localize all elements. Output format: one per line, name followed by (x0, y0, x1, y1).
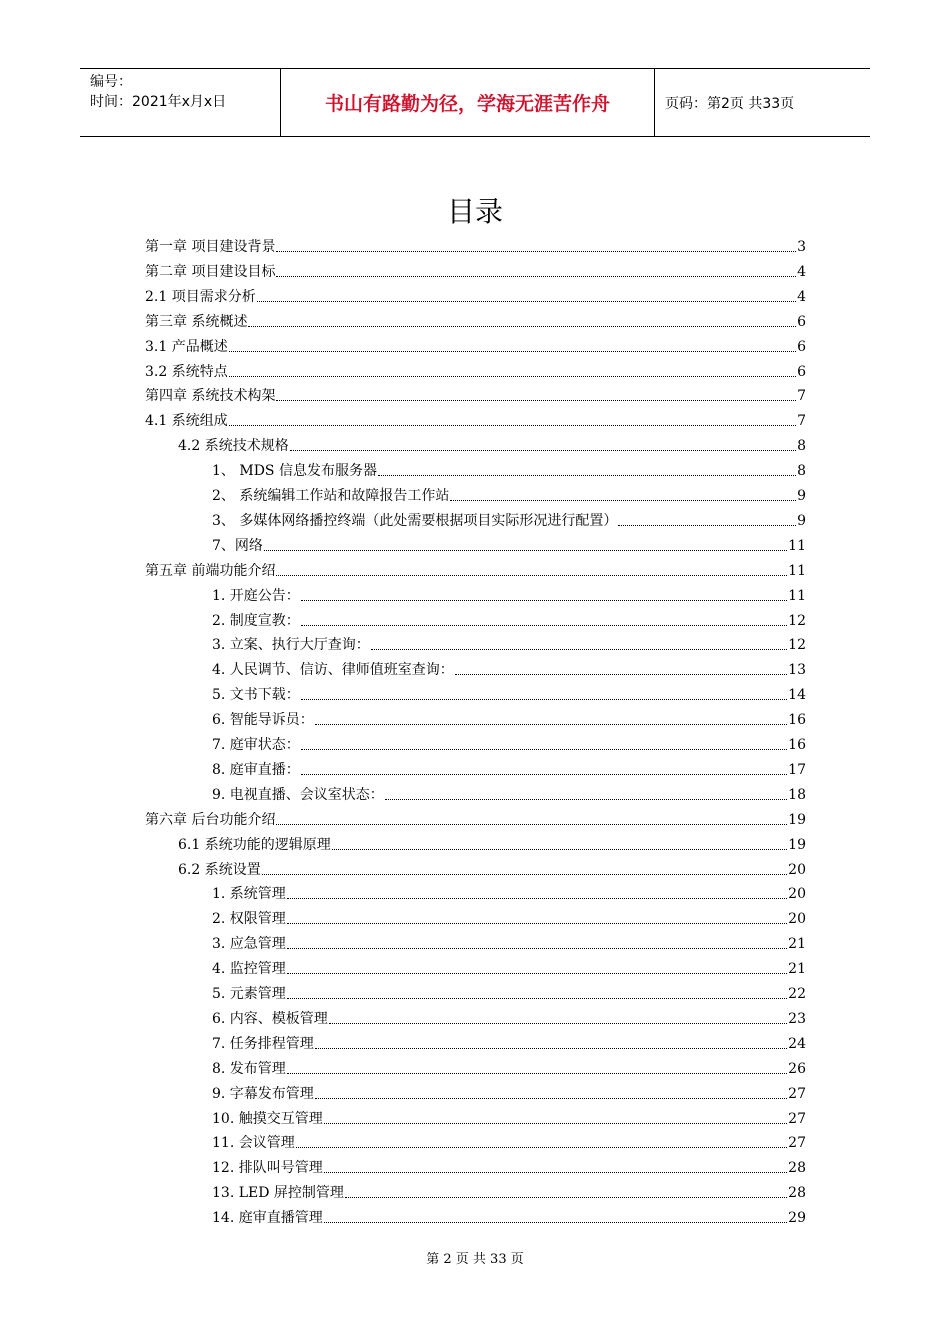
toc-entry-page: 27 (788, 1110, 806, 1127)
toc-entry[interactable] (212, 981, 806, 1003)
toc-entry-page: 28 (788, 1185, 806, 1202)
toc-leader-dots (378, 475, 796, 476)
toc-leader-dots (276, 276, 796, 277)
toc-entry-page: 11 (788, 537, 806, 554)
header-motto: 书山有路勤为径，学海无涯苦作舟 (281, 69, 655, 136)
toc-entry-page: 19 (788, 836, 806, 853)
toc-entry-page: 18 (788, 786, 806, 803)
toc-entry-page: 8 (797, 438, 806, 455)
toc-entry-page: 29 (788, 1210, 806, 1227)
toc-entry[interactable] (212, 458, 806, 480)
toc-entry-page: 6 (797, 363, 806, 380)
toc-entry[interactable] (212, 1155, 806, 1177)
toc-entry[interactable] (212, 1056, 806, 1078)
toc-entry-page: 17 (788, 761, 806, 778)
toc-entry[interactable] (212, 1031, 806, 1053)
toc-entry[interactable] (212, 483, 806, 505)
toc-leader-dots (324, 1172, 787, 1173)
toc-entry-page: 26 (788, 1060, 806, 1077)
toc-leader-dots (301, 600, 787, 601)
toc-leader-dots (324, 1222, 787, 1223)
toc-entry-page: 4 (797, 288, 806, 305)
toc-leader-dots (345, 1197, 787, 1198)
toc-entry-title: 6. 智能导诉员： (212, 712, 314, 729)
toc-entry-page: 3 (797, 239, 806, 255)
toc-entry-page: 6 (797, 313, 806, 330)
toc-entry-title: 第六章 后台功能介绍 (145, 811, 276, 828)
toc-leader-dots (296, 1147, 787, 1148)
toc-leader-dots (287, 898, 787, 899)
toc-entry-page: 27 (788, 1135, 806, 1152)
toc-entry-title: 8. 庭审直播： (212, 761, 300, 778)
toc-leader-dots (301, 625, 787, 626)
toc-entry[interactable] (212, 931, 806, 953)
toc-entry[interactable] (212, 1106, 806, 1128)
toc-entry-title: 1、 MDS 信息发布服务器 (212, 463, 377, 480)
toc-entry[interactable] (145, 259, 806, 281)
toc-entry-page: 28 (788, 1160, 806, 1177)
toc-entry[interactable] (212, 682, 806, 704)
toc-leader-dots (329, 1023, 787, 1024)
toc-leader-dots (371, 649, 787, 650)
toc-leader-dots (287, 998, 787, 999)
toc-entry[interactable] (145, 558, 806, 580)
toc-leader-dots (248, 326, 796, 327)
toc-entry[interactable] (212, 632, 806, 654)
toc-entry[interactable] (212, 608, 806, 630)
toc-entry[interactable] (212, 757, 806, 779)
toc-leader-dots (287, 1073, 787, 1074)
toc-entry[interactable] (145, 383, 806, 405)
toc-entry-page: 20 (788, 861, 806, 878)
toc-entry-page: 20 (788, 886, 806, 903)
toc-leader-dots (287, 948, 787, 949)
toc-entry-page: 7 (797, 413, 806, 430)
toc-leader-dots (229, 425, 796, 426)
toc-entry-title: 14. 庭审直播管理 (212, 1210, 323, 1227)
toc-entry-page: 7 (797, 388, 806, 405)
toc-leader-dots (450, 500, 796, 501)
toc-entry-page: 9 (797, 488, 806, 504)
toc-entry-title: 2. 权限管理 (212, 911, 286, 928)
toc-entry-page: 4 (797, 263, 806, 280)
toc-entry-title: 5. 元素管理 (212, 986, 286, 1002)
toc-leader-dots (324, 1123, 787, 1124)
toc-entry-title: 12. 排队叫号管理 (212, 1160, 323, 1177)
toc-entry-title: 7、网络 (212, 537, 263, 554)
document-title: 目录 (446, 195, 503, 228)
toc-leader-dots (301, 774, 787, 775)
toc-leader-dots (287, 923, 787, 924)
toc-leader-dots (276, 824, 787, 825)
header-left-cell (80, 69, 281, 136)
toc-entry-page: 11 (788, 587, 806, 604)
toc-entry-title: 6.1 系统功能的逻辑原理 (178, 836, 331, 853)
toc-entry-title: 4. 人民调节、信访、律师值班室查询： (212, 662, 454, 679)
toc-leader-dots (257, 301, 796, 302)
toc-entry-title: 第五章 前端功能介绍 (145, 562, 276, 579)
toc-entry-title: 5. 文书下载： (212, 687, 300, 704)
toc-entry-title: 7. 任务排程管理 (212, 1035, 314, 1052)
toc-entry-title: 3、 多媒体网络播控终端（此处需要根据项目实际形况进行配置） (212, 512, 618, 529)
toc-entry-title: 4. 监控管理 (212, 961, 286, 978)
toc-entry[interactable] (145, 408, 806, 430)
toc-entry-title: 2、 系统编辑工作站和故障报告工作站 (212, 488, 450, 504)
toc-entry-title: 4.2 系统技术规格 (178, 438, 289, 455)
toc-leader-dots (290, 450, 796, 451)
toc-entry-page: 21 (788, 936, 806, 953)
toc-entry-title: 10. 触摸交互管理 (212, 1110, 323, 1127)
toc-entry[interactable] (145, 234, 806, 256)
toc-entry-title: 3.2 系统特点 (145, 363, 228, 380)
header-page-info: 页码：第2页 共33页 (665, 95, 795, 112)
header-number-label: 编号： (90, 74, 132, 90)
toc-entry-title: 第二章 项目建设目标 (145, 263, 276, 280)
toc-entry-title: 6. 内容、模板管理 (212, 1010, 328, 1027)
toc-entry-page: 21 (788, 961, 806, 978)
toc-leader-dots (264, 550, 787, 551)
toc-entry-page: 14 (788, 687, 806, 704)
toc-entry[interactable] (212, 508, 806, 530)
toc-entry-page: 16 (788, 712, 806, 729)
toc-entry-page: 16 (788, 737, 806, 753)
toc-entry[interactable] (145, 807, 806, 829)
toc-entry-page: 12 (788, 637, 806, 654)
toc-entry-page: 22 (788, 986, 806, 1002)
toc-leader-dots (315, 1048, 787, 1049)
toc-leader-dots (315, 1098, 787, 1099)
toc-entry-page: 27 (788, 1085, 806, 1102)
toc-leader-dots (332, 849, 787, 850)
toc-entry[interactable] (145, 284, 806, 306)
toc-entry-title: 6.2 系统设置 (178, 861, 261, 878)
toc-entry-title: 3.1 产品概述 (145, 338, 228, 355)
toc-entry-title: 2. 制度宣教： (212, 612, 300, 629)
toc-entry-page: 19 (788, 811, 806, 828)
toc-leader-dots (276, 251, 796, 252)
toc-entry-title: 1. 系统管理 (212, 886, 286, 903)
toc-entry[interactable] (212, 881, 806, 903)
toc-entry[interactable] (145, 309, 806, 331)
toc-entry-page: 23 (788, 1010, 806, 1027)
toc-entry-title: 9. 电视直播、会议室状态： (212, 786, 384, 803)
toc-entry[interactable] (212, 956, 806, 978)
toc-entry[interactable] (178, 433, 806, 455)
toc-entry[interactable] (212, 707, 806, 729)
toc-entry[interactable] (178, 857, 806, 879)
toc-entry-page: 6 (797, 338, 806, 355)
toc-entry-title: 7. 庭审状态： (212, 737, 300, 753)
toc-entry[interactable] (212, 782, 806, 804)
toc-entry[interactable] (212, 1180, 806, 1202)
toc-leader-dots (276, 400, 796, 401)
toc-entry-title: 13. LED 屏控制管理 (212, 1185, 344, 1202)
toc-entry-title: 8. 发布管理 (212, 1060, 286, 1077)
page-header (80, 68, 870, 137)
toc-entry-title: 3. 立案、执行大厅查询： (212, 637, 370, 654)
toc-entry-page: 9 (797, 512, 806, 529)
toc-entry-title: 9. 字幕发布管理 (212, 1085, 314, 1102)
toc-entry-title: 3. 应急管理 (212, 936, 286, 953)
toc-leader-dots (385, 799, 787, 800)
toc-entry[interactable] (145, 334, 806, 356)
toc-entry-page: 8 (797, 463, 806, 480)
toc-entry-page: 20 (788, 911, 806, 928)
toc-leader-dots (301, 699, 787, 700)
toc-entry[interactable] (212, 533, 806, 555)
toc-entry[interactable] (212, 906, 806, 928)
toc-entry-title: 第一章 项目建设背景 (145, 239, 276, 255)
toc-entry-page: 11 (788, 562, 806, 579)
toc-entry-title: 11. 会议管理 (212, 1135, 295, 1152)
toc-entry[interactable] (212, 1006, 806, 1028)
toc-entry-page: 12 (788, 612, 806, 629)
toc-entry-title: 第四章 系统技术构架 (145, 388, 276, 405)
toc-entry[interactable] (212, 583, 806, 605)
toc-entry[interactable] (212, 1081, 806, 1103)
toc-leader-dots (229, 376, 796, 377)
toc-leader-dots (229, 351, 796, 352)
toc-entry-title: 1. 开庭公告： (212, 587, 300, 604)
toc-entry-page: 13 (788, 662, 806, 679)
toc-entry[interactable] (178, 832, 806, 854)
toc-entry[interactable] (212, 657, 806, 679)
toc-entry-title: 2.1 项目需求分析 (145, 288, 256, 305)
toc-entry[interactable] (212, 1130, 806, 1152)
toc-entry[interactable] (212, 732, 806, 754)
toc-entry-page: 24 (788, 1035, 806, 1052)
toc-entry[interactable] (145, 359, 806, 381)
toc-entry-title: 4.1 系统组成 (145, 413, 228, 430)
toc-leader-dots (287, 973, 787, 974)
header-date-label: 时间：2021年x月x日 (90, 94, 227, 110)
toc-leader-dots (315, 724, 787, 725)
toc-leader-dots (276, 575, 787, 576)
toc-leader-dots (618, 525, 796, 526)
toc-leader-dots (262, 874, 787, 875)
toc-entry-title: 第三章 系统概述 (145, 313, 248, 330)
toc-leader-dots (301, 749, 787, 750)
toc-entry[interactable] (212, 1205, 806, 1227)
page-footer: 第 2 页 共 33 页 (426, 1252, 524, 1267)
toc-leader-dots (455, 674, 787, 675)
